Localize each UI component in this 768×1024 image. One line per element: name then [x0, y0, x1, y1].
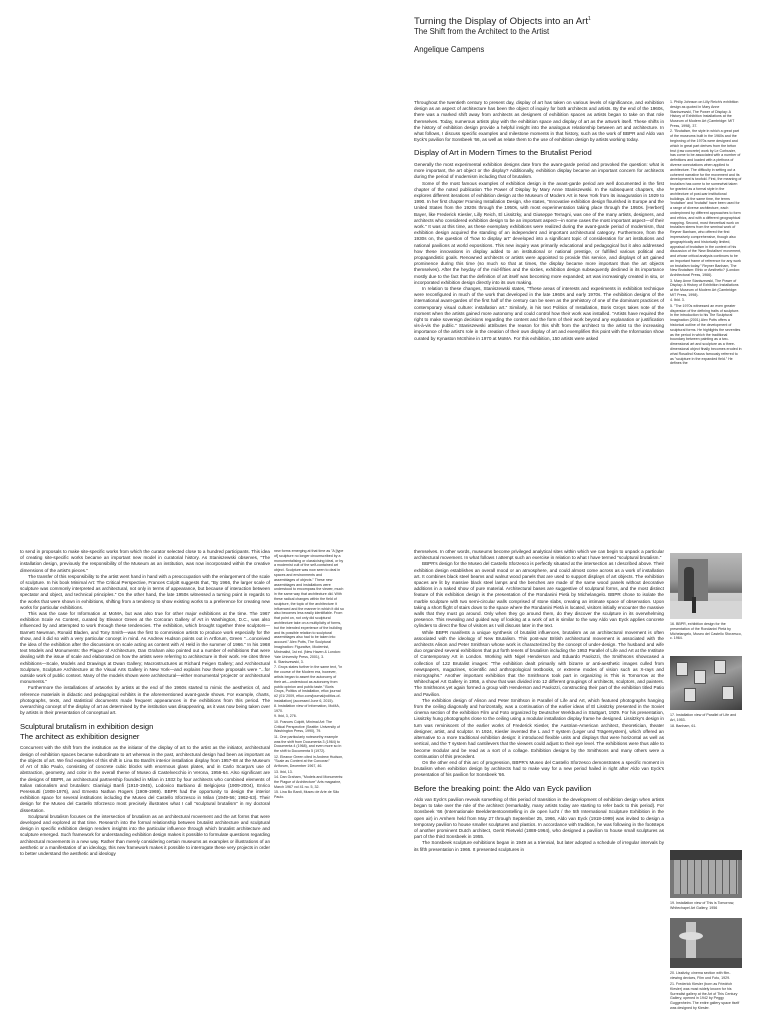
article-subtitle: The Shift from the Architect to the Artist	[414, 27, 550, 36]
figure-person-shape	[692, 597, 696, 613]
body-paragraph: This was the case for Information at MoMA, but was also true for other major exhibitions at the time. The 1967 exhibition Scale As Content, curated by Eleanor Green at the Corcoran Gallery of Art in Washington, D.C., was also influenced by and attempted to work through these tendencies. The exhibition, which brought together three sculptors—Barnett Newman, Ronald Bladen, and Tony Smith—was the first to commission artists to produce work especially for the show, and it did so with a very particular concept in mind. As Andrew Hudson points out in Artforum, Green "...conceived the idea of the exhibition after the discussions on scale acting as content with Al Held in the summer of 1966." In his 1968 text Models and Monuments: the Plague of Architecture, Dan Graham also pointed out a number of exhibitions that were dealing with the issue of scale and elaborated on how the artists were referring to architecture in their work. He cites three exhibitions—Scale, Models and Drawings at Dwan Gallery; Macrostructures at Richard Feigen Gallery; and Architectural Sculpture, Sculpture Architecture at the Visual Arts Gallery in New York—and explains how these proposals were "...for outside work of public context. Many of the models shown were architectural—either monumental 'projects' or architectural monuments."	[20, 611, 270, 685]
article-title	[414, 16, 591, 27]
lower-right-column	[414, 549, 664, 853]
figure-caption: 17. Installation view of Parallel of Life and Art, 1953.	[670, 713, 737, 722]
footnote: 12. Eleanor Green cited in Andrew Hudson, "Scale as Content at the Corcoran" Artforum, December 1967, 46.	[274, 754, 344, 769]
left-notes-column	[274, 549, 344, 800]
figure-caption: 19. Installation view of This is Tomorrow, Whitechapel Art Gallery, 1956	[670, 901, 735, 910]
left-main-column	[20, 549, 270, 857]
section-heading-aldo-van-eyck: Before the breaking point: the Aldo van Eyck pavilion	[414, 783, 592, 793]
figure-base-shape	[670, 958, 742, 968]
footnote: 10. Frances Colpitt, Minimal Art: The Critical Perspective (Seattle: University of Washington Press, 1990), 79.	[274, 719, 340, 734]
body-paragraph: In relation to these changes, Staniszewski states, "These areas of interests and experiments in exhibition technique were reconfigured in much of the work that developed in the late 1960s and early 1970s. The exhibition designs of the international avant-gardes of the first half of the century can be seen as the prehistory of one of the dominant practices of contemporary visual culture: installation art." Similarly, in his text Politics of Installation, Boris Groys takes note of the moment when the artists gained more autonomy and could control how their work was installed. "Artists have required the right to make sovereign decisions regarding the content and the form of their work beyond any explanation or justification vis-à-vis the public." Staniszewski attributes the reason for this shift from the architect to the artist to the increasing importance of the artist's role in the creation of their own display of art and exemplifies this point with the Information show curated by Kynaston McShine in 1970 at MoMA. For this exhibition, 150 artists were asked	[414, 285, 664, 341]
title-footnote-marker: 1	[588, 16, 591, 22]
figure-this-is-tomorrow-photo	[670, 850, 742, 898]
footnote: 2. "Brutalism, the style in which a great part of the museums built in the 1960s and the beginning of the 1970s were designed and which in great part derives from the béton brut (raw concrete) work by Le Corbusier, has come to be associated with a number of definitions and loaded with a plethora of diverse connotations when applied to architecture. The difficulty in setting out a coherent narrative for the movement and its development is twofold. First, the meaning of brutalism has come to be somewhat taken for granted as a formal style in the architecture of post-war institutional buildings. At the same time, the terms 'brutalism' and 'brutalist' have been used for a range of diverse architecture, each underpinned by different approaches to form and ethics, and with a different geographical mapping. Second, most theoretical work on brutalism stems from the seminal work of Reyner Banham, who offered the first impressively comprehensive, though also geographically and historically limited, appraisal of brutalism in the context of his discussion of the 'New Brutalism' movement, and whose critical analysis continues to be an important frame of reference for any work on brutalism today." Reyner Banham, The New Brutalism: Ethic or Aesthetic? (London: Architectural Press, 1966).	[670, 129, 742, 278]
footnote: 8. Installation view of Information, MoMA, 1970.	[274, 704, 340, 714]
right-main-column	[414, 100, 664, 342]
figure-panel-shape	[694, 670, 706, 684]
figure-rondanini-pieta-photo	[670, 553, 742, 619]
figure-roof-shape	[670, 850, 742, 860]
footnote: 7. Groys states further in the same text, "In the course of the Modern era, however, artists began to assert the autonomy of their art—understood as autonomy from public opinion and public taste." Boris Groys, Politics of Installation, eflux journal #2 (01/ 2009, eflux.com/journal/politics-of-installation) (accessed June 6, 2015).	[274, 665, 343, 703]
body-paragraph: Some of the most famous examples of exhibition design in the avant-garde period are well documented in the first chapter of the noted publication The Power of Display by Mary Anne Staniszewski. In the subsequent chapters, she explores different iterations of exhibition design at the Museum of Modern Art in New York from its inauguration in 1929 to 1990. In her first chapter Framing Installation Design, she states, "Innovative exhibition design flourished in Europe and the United States from the 1920s through the 1950s, with most experimentation taking place through the 1950s. [Herbert] Bayer, like Frederick Kiesler, Lilly Reich, El Lissitzky, and Giuseppe Terragni, was one of the many artists, designers, and architects who considered exhibition design to be an important aspect—in some cases the most important aspect—of their work." It was at this time, as these exemplary exhibitions were realized during the avant-garde period of modernism, that exhibition design acquired the standing of an independent and important architectural category. Furthermore, from the 1930s on, the question of "how to display art" developed into a significant topic of consideration for art institutions and national pavilions at world expositions. This new inquiry was primarily educational and pedagogical but it also addressed how these innovations in display added to an institutional or national prestige, or fulfilled various political and propagandistic goals. Renowned architects or artists were appointed to provide this service, and displays of art gained prominence during this time (so much so that at times, the display became more important than the art objects themselves). After the heyday of the mid-fifties and the sixties, exhibition design subsequently declined in its importance mostly due to the fact that the definition of art itself was becoming more expanded; art was increasingly created in situ, or incorporated exhibition design directly into its own making.	[414, 180, 664, 285]
footnote: 3. Mary Anne Staniszewski, The Power of Display: A History of Exhibition Installations at the Museum of Modern Art (Cambridge: MIT Press, 1998).	[670, 278, 739, 298]
footnote: 5. "The 1970s witnessed an even greater dispersion of the defining traits of sculpture. In the introduction to his The Sculptural Imagination (2001) Alex Potts offers a historical outline of the development of sculptural forms. He highlights the seventies as the period in which the traditional boundary between painting as a two-dimensional art and sculpture as a three-dimensional object finally becomes eroded in what Rosalind Krauss famously referred to as "sculpture in the expanded field." He defines the	[670, 303, 742, 366]
footnote: 21. Frederick Kiesler (born as Friedrich Kiesler) was most widely known for his Surrealist gallery at the Art of This Century Gallery, opened in 1942 by Peggy Guggenheim. The entire gallery space itself was designed by Kiesler.	[670, 982, 740, 1010]
body-paragraph: The Sonsbeek sculpture exhibitions began in 1949 as a triennial, but later adopted a schedule of irregular intervals by its fifth presentation in 1966. It presented sculptures in	[414, 840, 664, 852]
section-heading-display-of-art: Display of Art in Modern Times to the Brutalist Period	[414, 148, 592, 158]
body-paragraph: BBPR's design for the Museo del Castello Sforzesco is perfectly situated at the intersection as I described above. Their exhibition design establishes an overall mood or an atmosphere, and could almost come across as a work of installation art. It combines black steel beams and walnut wood panels that are used to support displays of art objects. The exhibition spaces are lit by massive black steel lamps and the benches are made of the same wood panels without decorative additions in a naked show of pure material. Architectural bases are suggestive of sculptural forms, and the most distinct feature of this exhibition design is the presentation of the Rondanini Pietà by Michelangelo. BBPR chose to isolate the marble sculpture with two semi-circular walls comprised of stone slabs, creating an intimate space of observation. Upon taking a short flight of stairs down to the space where the Rondanini Pietà is located, visitors initially encounter the massive walls that they must go around. Only when they go around them, do they discover the sculpture in its overwhelming presence. This revealing and guided way of looking at a work of art is similar to the way Aldo van Eyck applies concrete cylinders to direct the flow of visitors as I will discuss later in the text.	[414, 561, 664, 629]
intro-paragraph: Throughout the twentieth century to present day, display of art has taken on various levels of significance, and exhibition design as an aspect of architecture has been the object of inquiry for both architects and artists. By the end of the 1960s, there was a marked shift away from architects as designers of exhibition spaces as artists began to take on that role themselves. Today, numerous artists play with the exhibition space and display of art as the artwork itself. These shifts in the history of exhibition design provide a helpful insight into the analogous relationship between art and architecture. In what follows, I discuss specific examples and milestone moments in that history, such as the work of BBPR and Aldo van Eyck's pavilion for Sonsbeek '66, as well as relate them to the use of exhibition design by artists working today.	[414, 100, 664, 143]
figure-panel-shape	[676, 662, 688, 676]
body-paragraph: Generally the most experimental exhibition designs date from the avant-garde period and provoked the question: what is more important, the art object or the display? Additionally, exhibition display became an important concern for architects during the period of modernism including that of brutalism.	[414, 161, 664, 180]
figure-parallel-of-life-photo	[670, 656, 742, 710]
figure-caption: 20. Lissitzky, cinema section with film-viewing devices, Film und Foto, 1929.	[670, 971, 731, 980]
footnote: 4. Ibid. 3.	[670, 298, 685, 303]
footnote: 13. Ibid, 13.	[274, 769, 293, 774]
footnote: 14. Dan Graham, "Models and Monuments: the Plague of Architecture" Arts magazine, March 1967 vol 41 no. 5, 32.	[274, 775, 344, 789]
body-paragraph: to send in proposals to make site-specific works from which the curator selected close to a hundred participants. This idea of creating site-specific works became an important new model in curatorial history. As Staniszewski observes, "The installation design, previously the responsibility of the Museum as an institution, was now incorporated within the creative dimensions of the artist's pieces."	[20, 549, 270, 573]
footnote: 1. Philip Johnson on Lilly Reich's exhibition design as quoted in Mary Anne Staniszewski, The Power of Display: A History of Exhibition Installations at the Museum of Modern Art (Cambridge: MIT Press, 1998), 37.	[670, 100, 739, 128]
body-paragraph: The exhibition design of Alison and Peter Smithson in Parallel of Life and Art, which featured photographs hanging from the ceiling diagonally and horizontally, was a continuation of the earlier ideas of El Lissitzky presented in the Soviet cinema section of the exhibition Film und Foto organized by Deutscher Werkbund in Stuttgart, 1929. For his presentation, Lissitzky hung photographs close to the ceiling using a modular installation display frame he designed. Lissitzky's design in turn was reminiscent of the earlier works of Frederick Kiesler, the Austrian-American architect, theoretician, theater designer, artist, and sculptor. In 1924, Kiesler invented the L and T system (Leger und Trägersystem), which offered an alternative to a more traditional exhibition design: it introduced flexible units and displays that were horizontal as well as vertical, and the T system had cantilevers that the viewers could adjust to their eye level. The exhibitions were thus able to become modular and be read as a sort of a collage. Exhibition designs by the Smithsons and many others were a continuation of this precedent.	[414, 697, 664, 759]
body-paragraph: Furthermore the installations of artworks by artists at the end of the 1960s started to mimic the aesthetics of, and reference materials in didactic and pedagogical exhibits in the aforementioned avant-garde shows. For example, charts, photographs, texts, and statistical documents made frequent appearances in the exhibitions from this period. The overarching concept of the display of art as determined by the institution was disappearing, as it was now being taken over by artists in their presentation of conceptual art.	[20, 685, 270, 716]
section-subheading-text: The architect as exhibition designer	[20, 731, 140, 741]
figure-caption: 16. BBPR, exhibition design for the presentation of the Rondanini Pietà by Michelangelo, Museo del Castello Sforzesco, c. 1964.	[670, 622, 742, 641]
body-paragraph: While BBPR manifests a unique synthesis of brutalist influences, brutalism as an architectural movement is often associated with the ideology of New Brutalism. This post-war British architectural movement is associated with the architects Alison and Peter Smithson whose work is characterized by the concept of under-design. The husband and wife duo organized several exhibitions that put forth tenets of brutalism including the 1953 Parallel of Life and Art at the Institute of Contemporary Art in London. Working with Nigel Henderson and Eduardo Paolozzi, the Smithsons showcased a collection of 122 Brutalist images: "The exhibition dealt primarily with bizarre or anti-aesthetic images culled from newspapers, magazines, scientific and anthropological textbooks, or extreme modes of vision such as X-rays and micrographs." Another important exhibition that the Smithsons took part in organizing is This is Tomorrow at the Whitechapel Art Gallery in 1956, a show that was divided into 12 different groupings of architects, sculptors, and painters. The Smithsons yet again formed a group with Henderson and Paolozzi, constructing their part of the exhibition titled Patio and Pavilion.	[414, 629, 664, 697]
figure-panel-shape	[684, 688, 696, 702]
body-paragraph: On the other end of this arc of progression, BBPR's Museo del Castello Sforzesco demonstrates a specific moment in brutalism when exhibition design by architects had to make way for a new period hailed in right after Aldo van Eyck's presentation of his pavilion for Sonsbeek '66.	[414, 759, 664, 778]
body-paragraph: The transfer of this responsibility to the artist went hand in hand with a preoccupation with the enlargement of the scale of sculpture. In his book Minimal Art: The Critical Perspective, Frances Colpitt suggests that, "By 1966, the larger scale of sculpture was commonly interpreted as architectural, not only in terms of appearance, but because of interaction between spectator and object, and technical principles." On the other hand, the late 1950s witnessed a turning point in regards to the works that were shown in exhibitions, shifting from a tendency to show existing works to a preference for creating new works for particular exhibitions.	[20, 573, 270, 610]
figure-panel-shape	[714, 660, 726, 674]
footnote: 18. Banham, 61.	[670, 724, 697, 728]
figure-grid-shape	[674, 854, 738, 894]
footnote: new forms emerging at that time as "A [type of] sculpture no longer circumscribed by a monumentalising or classicising ideal, or by a modernist cult of the self-contained art object. Sculpture was now seen to deal in spaces and environments and assemblages of objects." These new assemblages and installations were understood to encompass the viewer, much in the same way that architecture did. With these radical changes within the field of sculpture, the topic of the architecture it influenced and the manner in which it did so also becomes less easily identifiable. From that point on, not only did sculptural architecture take on a multiplicity of forms, but the intended experience of the building and its possible relation to sculptural assemblages also had to be taken into account." Alex Potts, The Sculptural Imagination: Figurative, Modernist, Minimalist, 1st ed. (New Haven & London: Yale University Press, 2001), 3.	[274, 549, 344, 659]
body-paragraph: Sculptural brutalism focuses on the intersection of brutalism as an architectural movement and the art forms that were developed and explored at that time. Research into the formal relationship between brutalist architecture and sculptural design in specific exhibition design renders insights into the particular influence through which brutalist architecture and sculpture emerged. Such framework for understanding exhibition design makes it possible to formulate questions regarding architectural movements in a new way. Rather than merely considering certain museums as examples or illustrations of an aesthetic or a manifestation of an ideology, this new framework makes it possible to interrogate these very projects in order to better understand the aesthetic and ideology	[20, 813, 270, 856]
footnote: 11. One particularly noteworthy example was the shift from Documenta 3 (1964) to Documenta 4 (1968), and even more so in the shift to Documenta 5 (1972).	[274, 734, 342, 754]
body-paragraph: themselves. In other words, museums become privileged analytical sites within which we can begin to unpack a particular architectural movement. In what follows I attempt such an exercise in relation to what I have termed "sculptural brutalism."	[414, 549, 664, 561]
article-author: Angelique Campens	[414, 45, 485, 54]
right-notes-column	[670, 100, 742, 367]
footnote: 6. Staniszewski, 3.	[274, 659, 304, 664]
section-heading-sculptural-brutalism	[20, 722, 270, 741]
figure-panel-shape	[722, 686, 734, 700]
section-heading-text: Sculptural brutalism in exhibition design	[20, 722, 154, 732]
article-title-text: Turning the Display of Objects into an Art	[414, 16, 589, 28]
figure-floor-shape	[670, 601, 742, 619]
figure-film-und-foto-photo	[670, 918, 742, 968]
footnote: 15. Lina Bo Bardi, Museu de Arte de São Paulo.	[274, 789, 340, 799]
footnote: 9. Ibid, 3, 276.	[274, 714, 297, 719]
body-paragraph: Aldo van Eyck's pavilion reveals something of this period of transition in the development of exhibition design when artists began to take over the role of the architect (remarkably, many artists today are starting to refer back to this period). For Sonsbeek '66 (Internationale Beeldententoonstelling in de open lucht / the 5th International Sculpture Exhibition in the open air) in Arnhem held from May 27 through September 25, 1966, Aldo van Eyck (1918-1999) was invited to design a temporary pavilion to house smaller sculptures and plastics. In accordance with tradition, he was following in the footsteps of another prominent Dutch architect, Gerrit Rietveld (1888-1964), who designed a pavilion to house small sculptures as part of the third Sonsbeek in 1955.	[414, 797, 664, 840]
body-paragraph: Concurrent with the shift from the institution as the initiator of the display of art to the artist as the initiator, architectural design of exhibition spaces became subordinate to art whereas in the past, architectural design had been as important as the objects of art. We find examples of this shift in Lina Bo Bardi's interior installation display from 1957-68 at the Museum of Art of São Paulo, consisting of concrete cubic blocks with enormous glass plates, and in Carlo Scarpa's use of abstraction, geometry, and color in the overall theme of Museo di Castelvecchio in Verona, 1956-64. Also significant are the designs of BBPR, an architectural partnership founded in Milan in 1932 by four architects who combined elements of Italian rationalism and brutalism: Gianluigi Banfi (1910-1945), Lodovico Barbiano di Belgiojoso (1909-2004), Enrico Peressutti (1908-1976), and Ernesto Nathan Rogers (1909-1969). BBPR had the opportunity to design the interior exhibition space for several institutions including the Museo del Castello Sforzesco in Milan (1949-56; 1962-63). Their design for the Museo del Castello Sforzesco most precisely illustrates what I call "sculptural brutalism" in my doctoral dissertation.	[20, 745, 270, 813]
figure-disc-shape	[679, 932, 703, 940]
